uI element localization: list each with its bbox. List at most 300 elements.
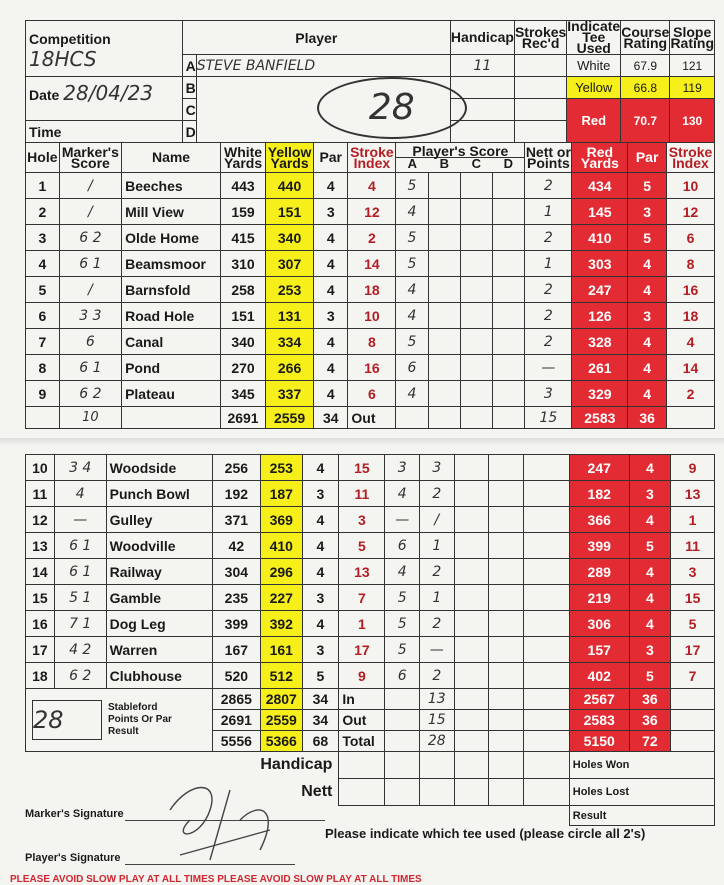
out-yellow: 2559 <box>266 407 314 429</box>
in-par: 34 <box>302 689 339 710</box>
red-par: 4 <box>629 585 670 611</box>
back-nine-table <box>25 454 715 826</box>
hole-name: Beeches <box>122 173 221 199</box>
marker-score[interactable]: — <box>54 507 106 533</box>
score-b[interactable]: 2 <box>420 611 455 637</box>
hole-row <box>26 507 715 533</box>
tee-white[interactable]: White <box>567 55 621 77</box>
nett-points[interactable] <box>523 481 569 507</box>
yellow-yards: 369 <box>261 507 302 533</box>
par: 3 <box>302 585 339 611</box>
out-par: 34 <box>314 407 348 429</box>
marker-score[interactable]: 6 1 <box>59 355 121 381</box>
header-table <box>25 20 715 143</box>
score-a[interactable]: 4 <box>385 481 420 507</box>
marker-score[interactable]: 3 4 <box>54 455 106 481</box>
hole-number: 17 <box>26 637 55 663</box>
stroke-index: 17 <box>339 637 385 663</box>
red-stroke-index: 18 <box>666 303 714 329</box>
white-yards: 192 <box>212 481 260 507</box>
marker-score[interactable]: / <box>59 199 121 225</box>
hole-row <box>26 329 715 355</box>
par: 4 <box>302 533 339 559</box>
yellow-yards: 307 <box>266 251 314 277</box>
score-d[interactable] <box>493 303 525 329</box>
score-d[interactable] <box>493 251 525 277</box>
score-b[interactable] <box>428 355 460 381</box>
score-d[interactable] <box>493 277 525 303</box>
red-yards: 126 <box>572 303 628 329</box>
total-b: 28 <box>420 731 455 752</box>
hole-name: Mill View <box>122 199 221 225</box>
red-yards: 328 <box>572 329 628 355</box>
hole-row <box>26 251 715 277</box>
hole-row <box>26 663 715 689</box>
time-label: Time <box>26 121 183 143</box>
col-red-yards: Red Yards <box>572 143 628 173</box>
total-white: 5556 <box>212 731 260 752</box>
score-c[interactable] <box>454 455 489 481</box>
slow-play-warning: PLEASE AVOID SLOW PLAY AT ALL TIMES PLEASE AVOID SLOW PLAY AT ALL TIMES <box>10 874 422 885</box>
red-yards: 219 <box>569 585 629 611</box>
score-a[interactable]: 4 <box>396 303 428 329</box>
red-stroke-index: 1 <box>671 507 715 533</box>
red-stroke-index: 5 <box>671 611 715 637</box>
score-d[interactable] <box>489 611 524 637</box>
stroke-index: 18 <box>348 277 396 303</box>
indicate-tee-label: Indicate Tee Used <box>567 18 621 56</box>
col-white: White Yards <box>220 143 265 173</box>
red-yards: 303 <box>572 251 628 277</box>
stroke-index: 3 <box>339 507 385 533</box>
par: 4 <box>302 559 339 585</box>
hole-row <box>26 585 715 611</box>
hole-row <box>26 225 715 251</box>
score-c[interactable] <box>454 637 489 663</box>
slope-white: 121 <box>670 55 715 77</box>
nett-points[interactable] <box>523 533 569 559</box>
holes-won: Holes Won <box>569 752 714 779</box>
stroke-index: 6 <box>348 381 396 407</box>
yellow-yards: 340 <box>266 225 314 251</box>
red-par: 4 <box>628 277 667 303</box>
marker-score[interactable]: 6 1 <box>54 559 106 585</box>
red-stroke-index: 16 <box>666 277 714 303</box>
red-par: 4 <box>628 355 667 381</box>
red-yards: 157 <box>569 637 629 663</box>
hole-number: 15 <box>26 585 55 611</box>
nett-points[interactable] <box>523 507 569 533</box>
par: 3 <box>314 303 348 329</box>
total-red-par: 72 <box>629 731 670 752</box>
hole-name: Warren <box>106 637 212 663</box>
hole-name: Beamsmoor <box>122 251 221 277</box>
score-a[interactable]: 5 <box>396 173 428 199</box>
par: 3 <box>302 637 339 663</box>
score-d[interactable] <box>493 355 525 381</box>
marker-score[interactable]: 7 1 <box>54 611 106 637</box>
stroke-index: 7 <box>339 585 385 611</box>
score-c[interactable] <box>460 173 492 199</box>
hole-name: Woodville <box>106 533 212 559</box>
nett-points[interactable]: 1 <box>525 251 572 277</box>
red-yards: 306 <box>569 611 629 637</box>
score-c[interactable] <box>454 533 489 559</box>
hole-number: 10 <box>26 455 55 481</box>
hole-number: 12 <box>26 507 55 533</box>
nett-points[interactable]: 2 <box>525 277 572 303</box>
stroke-index: 5 <box>339 533 385 559</box>
nett-points[interactable]: 1 <box>525 199 572 225</box>
col-par: Par <box>314 143 348 173</box>
marker-score[interactable]: 5 1 <box>54 585 106 611</box>
score-c[interactable] <box>460 199 492 225</box>
tee-red[interactable]: Red <box>567 99 621 143</box>
tee-note: Please indicate which tee used (please circle all 2's) <box>325 826 646 841</box>
par: 4 <box>314 225 348 251</box>
score-c[interactable] <box>454 507 489 533</box>
yellow-yards: 392 <box>261 611 302 637</box>
score-d[interactable] <box>489 533 524 559</box>
red-par: 3 <box>629 481 670 507</box>
marker-score[interactable]: 6 <box>59 329 121 355</box>
nett-points[interactable]: — <box>525 355 572 381</box>
red-yards: 399 <box>569 533 629 559</box>
stroke-index: 14 <box>348 251 396 277</box>
stroke-index: 1 <box>339 611 385 637</box>
red-par: 4 <box>628 329 667 355</box>
score-d[interactable] <box>489 585 524 611</box>
yellow-yards: 410 <box>261 533 302 559</box>
in-red-yards: 2567 <box>569 689 629 710</box>
fold-line <box>0 438 724 446</box>
player-row-a: A <box>182 55 196 77</box>
score-b[interactable] <box>428 199 460 225</box>
score-c[interactable] <box>460 303 492 329</box>
red-par: 4 <box>629 559 670 585</box>
marker-score[interactable]: 6 2 <box>59 381 121 407</box>
yellow-yards: 253 <box>266 277 314 303</box>
marker-score[interactable]: 4 <box>54 481 106 507</box>
score-b[interactable] <box>428 225 460 251</box>
nett-points[interactable] <box>523 585 569 611</box>
col-d: D <box>503 156 514 171</box>
yellow-yards: 440 <box>266 173 314 199</box>
red-stroke-index: 11 <box>671 533 715 559</box>
par: 4 <box>314 329 348 355</box>
out-red-yards: 2583 <box>572 407 628 429</box>
yellow-yards: 253 <box>261 455 302 481</box>
player-row-d: D <box>182 121 196 143</box>
marker-score[interactable]: / <box>59 173 121 199</box>
stroke-index: 10 <box>348 303 396 329</box>
score-c[interactable] <box>460 277 492 303</box>
score-c[interactable] <box>460 329 492 355</box>
player-signature-label: Player's Signature <box>25 852 121 864</box>
in-yellow: 2807 <box>261 689 302 710</box>
marker-score[interactable]: / <box>59 277 121 303</box>
tot-out-b: 15 <box>420 710 455 731</box>
red-stroke-index: 15 <box>671 585 715 611</box>
red-stroke-index: 8 <box>666 251 714 277</box>
hole-name: Railway <box>106 559 212 585</box>
course-white: 67.9 <box>621 55 670 77</box>
red-stroke-index: 3 <box>671 559 715 585</box>
red-par: 4 <box>629 455 670 481</box>
stroke-index: 12 <box>348 199 396 225</box>
hole-name: Plateau <box>122 381 221 407</box>
score-b[interactable]: 2 <box>420 663 455 689</box>
nett-points[interactable] <box>523 663 569 689</box>
score-c[interactable] <box>460 381 492 407</box>
marker-score[interactable]: 6 1 <box>59 251 121 277</box>
score-a[interactable]: 5 <box>385 637 420 663</box>
score-a[interactable]: 5 <box>385 585 420 611</box>
stroke-index: 9 <box>339 663 385 689</box>
yellow-yards: 266 <box>266 355 314 381</box>
score-a[interactable]: 4 <box>396 277 428 303</box>
hole-number: 1 <box>26 173 60 199</box>
red-yards: 261 <box>572 355 628 381</box>
red-par: 4 <box>628 381 667 407</box>
score-d[interactable] <box>489 507 524 533</box>
stroke-index: 2 <box>348 225 396 251</box>
tot-out-red-par: 36 <box>629 710 670 731</box>
score-a[interactable]: 5 <box>385 611 420 637</box>
col-marker: Marker's Score <box>59 143 121 173</box>
nett-points[interactable]: 2 <box>525 173 572 199</box>
nett-points[interactable] <box>523 637 569 663</box>
nett-points[interactable]: 2 <box>525 329 572 355</box>
date-value: 28/04/23 <box>63 81 154 105</box>
red-stroke-index: 13 <box>671 481 715 507</box>
score-b[interactable]: / <box>420 507 455 533</box>
score-d[interactable] <box>493 225 525 251</box>
result-label: Result <box>569 806 714 826</box>
white-yards: 258 <box>220 277 265 303</box>
marker-score[interactable]: 3 3 <box>59 303 121 329</box>
red-par: 5 <box>629 533 670 559</box>
score-c[interactable] <box>460 225 492 251</box>
score-d[interactable] <box>489 481 524 507</box>
red-yards: 434 <box>572 173 628 199</box>
score-b[interactable]: 2 <box>420 481 455 507</box>
score-a[interactable]: 4 <box>396 199 428 225</box>
yellow-yards: 334 <box>266 329 314 355</box>
out-white: 2691 <box>220 407 265 429</box>
red-yards: 402 <box>569 663 629 689</box>
red-stroke-index: 2 <box>666 381 714 407</box>
red-stroke-index: 17 <box>671 637 715 663</box>
score-c[interactable] <box>454 611 489 637</box>
out-marker: 10 <box>59 407 121 429</box>
white-yards: 520 <box>212 663 260 689</box>
out-red-par: 36 <box>628 407 667 429</box>
score-a[interactable]: 5 <box>396 225 428 251</box>
marker-score[interactable]: 4 2 <box>54 637 106 663</box>
circled-total: 28 <box>317 77 467 139</box>
yellow-yards: 151 <box>266 199 314 225</box>
nett-points[interactable] <box>523 611 569 637</box>
tot-out-par: 34 <box>302 710 339 731</box>
score-a[interactable]: — <box>385 507 420 533</box>
nett-points[interactable] <box>523 455 569 481</box>
tot-out-white: 2691 <box>212 710 260 731</box>
white-yards: 167 <box>212 637 260 663</box>
hole-number: 14 <box>26 559 55 585</box>
hole-row <box>26 355 715 381</box>
score-b[interactable] <box>428 303 460 329</box>
red-yards: 247 <box>569 455 629 481</box>
score-d[interactable] <box>489 637 524 663</box>
course-rating-label: Course Rating <box>621 21 670 55</box>
player-a-name: STEVE BANFIELD <box>196 55 450 77</box>
score-a[interactable]: 6 <box>385 663 420 689</box>
score-c[interactable] <box>454 585 489 611</box>
hole-row <box>26 199 715 225</box>
hole-number: 3 <box>26 225 60 251</box>
white-yards: 399 <box>212 611 260 637</box>
red-par: 4 <box>628 251 667 277</box>
front-nine-table <box>25 142 715 429</box>
signature-scrawl <box>150 770 300 870</box>
marker-score[interactable]: 6 1 <box>54 533 106 559</box>
score-b[interactable] <box>428 277 460 303</box>
white-yards: 256 <box>212 455 260 481</box>
score-c[interactable] <box>460 355 492 381</box>
score-d[interactable] <box>493 199 525 225</box>
hole-name: Pond <box>122 355 221 381</box>
total-red-yards: 5150 <box>569 731 629 752</box>
red-stroke-index: 7 <box>671 663 715 689</box>
hole-name: Olde Home <box>122 225 221 251</box>
red-par: 3 <box>628 303 667 329</box>
red-stroke-index: 4 <box>666 329 714 355</box>
red-stroke-index: 14 <box>666 355 714 381</box>
player-row-b: B <box>182 77 196 99</box>
nett-points[interactable]: 3 <box>525 381 572 407</box>
total-yellow: 5366 <box>261 731 302 752</box>
total-label: Total <box>339 731 385 752</box>
score-a[interactable]: 6 <box>385 533 420 559</box>
hole-name: Dog Leg <box>106 611 212 637</box>
hole-row <box>26 455 715 481</box>
par: 4 <box>314 251 348 277</box>
col-yellow: Yellow Yards <box>266 143 314 173</box>
score-c[interactable] <box>460 251 492 277</box>
score-b[interactable] <box>428 329 460 355</box>
slope-rating-label: Slope Rating <box>670 21 715 55</box>
score-d[interactable] <box>489 663 524 689</box>
par: 4 <box>314 381 348 407</box>
col-b: B <box>439 156 450 171</box>
score-d[interactable] <box>489 559 524 585</box>
handicap-label: Handicap <box>450 21 514 55</box>
score-a[interactable]: 3 <box>385 455 420 481</box>
score-c[interactable] <box>454 559 489 585</box>
marker-score[interactable]: 6 2 <box>54 663 106 689</box>
score-b[interactable]: 1 <box>420 533 455 559</box>
white-yards: 270 <box>220 355 265 381</box>
par: 4 <box>302 611 339 637</box>
stroke-index: 13 <box>339 559 385 585</box>
tee-yellow[interactable]: Yellow <box>567 77 621 99</box>
nett-points[interactable]: 2 <box>525 303 572 329</box>
hole-number: 2 <box>26 199 60 225</box>
handicap-value: 11 <box>450 55 514 77</box>
score-d[interactable] <box>493 329 525 355</box>
hole-row <box>26 559 715 585</box>
hole-number: 16 <box>26 611 55 637</box>
red-par: 4 <box>629 611 670 637</box>
score-c[interactable] <box>454 481 489 507</box>
par: 3 <box>302 481 339 507</box>
white-yards: 310 <box>220 251 265 277</box>
score-a[interactable]: 5 <box>396 329 428 355</box>
strokes-label: Strokes Rec'd <box>514 21 566 55</box>
hole-name: Gulley <box>106 507 212 533</box>
hole-name: Canal <box>122 329 221 355</box>
hole-row <box>26 481 715 507</box>
red-stroke-index: 10 <box>666 173 714 199</box>
white-yards: 443 <box>220 173 265 199</box>
score-d[interactable] <box>493 381 525 407</box>
score-a[interactable]: 5 <box>396 251 428 277</box>
score-d[interactable] <box>493 173 525 199</box>
hole-name: Road Hole <box>122 303 221 329</box>
score-a[interactable]: 4 <box>385 559 420 585</box>
score-c[interactable] <box>454 663 489 689</box>
col-hole: Hole <box>26 143 60 173</box>
col-stroke: Stroke Index <box>348 143 396 173</box>
white-yards: 304 <box>212 559 260 585</box>
par: 4 <box>302 507 339 533</box>
red-par: 5 <box>628 225 667 251</box>
white-yards: 151 <box>220 303 265 329</box>
stableford-box: 28 <box>32 700 102 740</box>
red-yards: 182 <box>569 481 629 507</box>
score-b[interactable]: 3 <box>420 455 455 481</box>
yellow-yards: 187 <box>261 481 302 507</box>
score-b[interactable]: 1 <box>420 585 455 611</box>
yellow-yards: 227 <box>261 585 302 611</box>
white-yards: 415 <box>220 225 265 251</box>
marker-signature-label: Marker's Signature <box>25 808 124 820</box>
stroke-index: 16 <box>348 355 396 381</box>
score-b[interactable] <box>428 251 460 277</box>
nett-points[interactable] <box>523 559 569 585</box>
red-par: 3 <box>629 637 670 663</box>
in-red-par: 36 <box>629 689 670 710</box>
par: 3 <box>314 199 348 225</box>
score-b[interactable]: — <box>420 637 455 663</box>
hole-number: 11 <box>26 481 55 507</box>
score-a[interactable]: 4 <box>396 381 428 407</box>
nett-points[interactable]: 2 <box>525 225 572 251</box>
hole-name: Gamble <box>106 585 212 611</box>
score-d[interactable] <box>489 455 524 481</box>
score-b[interactable] <box>428 381 460 407</box>
score-b[interactable] <box>428 173 460 199</box>
yellow-yards: 161 <box>261 637 302 663</box>
score-a[interactable]: 6 <box>396 355 428 381</box>
score-b[interactable]: 2 <box>420 559 455 585</box>
par: 5 <box>302 663 339 689</box>
red-yards: 289 <box>569 559 629 585</box>
white-yards: 235 <box>212 585 260 611</box>
hole-number: 4 <box>26 251 60 277</box>
marker-score[interactable]: 6 2 <box>59 225 121 251</box>
